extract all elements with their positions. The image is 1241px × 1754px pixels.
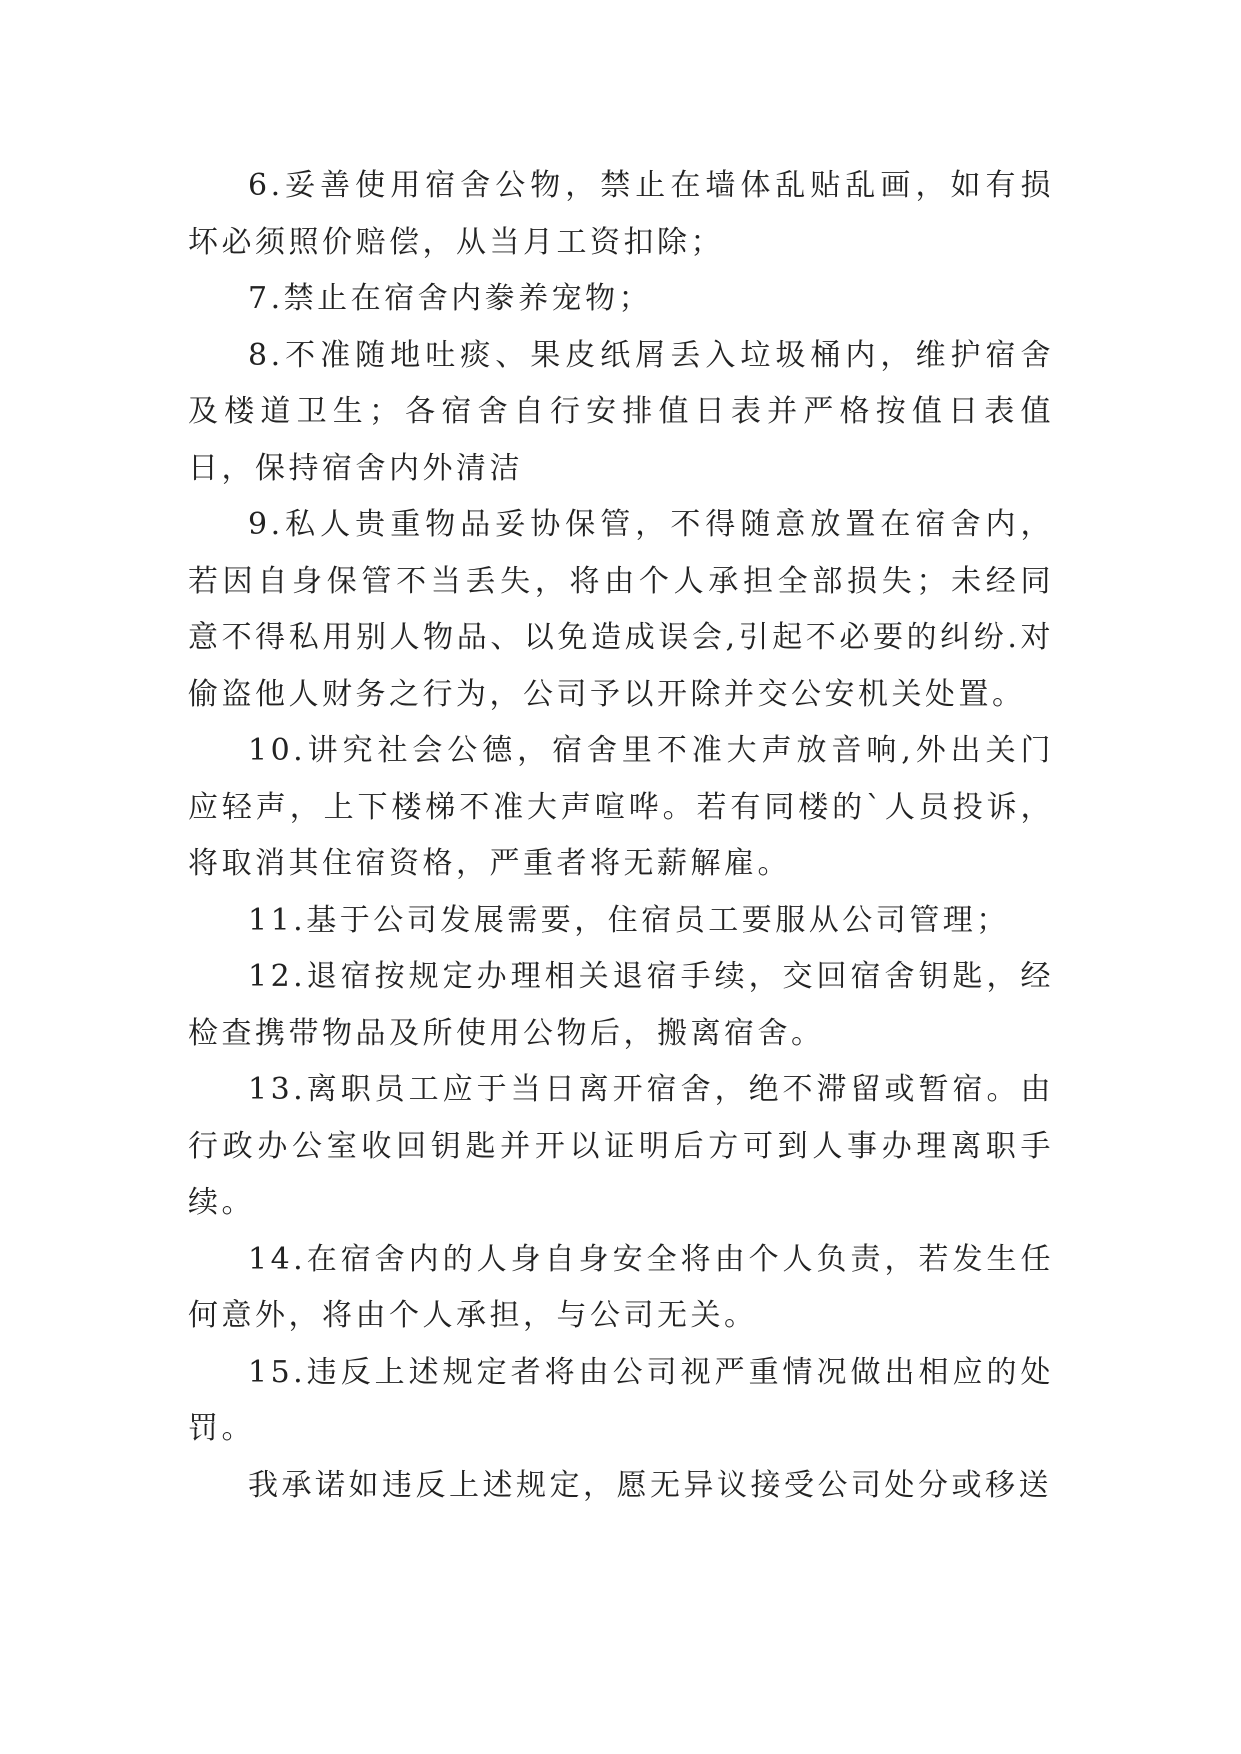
rule-9-paragraph: 9.私人贵重物品妥协保管，不得随意放置在宿舍内，若因自身保管不当丢失，将由个人承担全部损失；未经同意不得私用别人物品、以免造成误会,引起不必要的纠纷.对偷盗他人财务之行为，公司予以开除并交公安机关处置。 bbox=[188, 507, 1054, 712]
rule-10-paragraph: 10.讲究社会公德，宿舍里不准大声放音响,外出关门应轻声，上下楼梯不准大声喧哗。若有同楼的`人员投诉，将取消其住宿资格，严重者将无薪解雇。 bbox=[188, 733, 1054, 881]
rule-6-paragraph: 6.妥善使用宿舍公物，禁止在墙体乱贴乱画，如有损坏必须照价赔偿，从当月工资扣除； bbox=[188, 168, 1054, 260]
rule-11-paragraph: 11.基于公司发展需要，住宿员工要服从公司管理； bbox=[248, 902, 1010, 938]
rule-15-paragraph: 15.违反上述规定者将由公司视严重情况做出相应的处罚。 bbox=[188, 1354, 1054, 1446]
rule-7-paragraph: 7.禁止在宿舍内豢养宠物； bbox=[248, 281, 653, 316]
rule-13-paragraph: 13.离职员工应于当日离开宿舍，绝不滞留或暂宿。由行政办公室收回钥匙并开以证明后方可到人事办理离职手续。 bbox=[188, 1072, 1054, 1220]
document-body bbox=[188, 158, 1054, 1514]
rule-14-paragraph: 14.在宿舍内的人身自身安全将由个人负责，若发生任何意外，将由个人承担，与公司无关。 bbox=[188, 1241, 1054, 1333]
pledge-paragraph: 我承诺如违反上述规定，愿无异议接受公司处分或移送 bbox=[248, 1467, 1052, 1503]
rule-8-paragraph: 8.不准随地吐痰、果皮纸屑丢入垃圾桶内，维护宿舍及楼道卫生；各宿舍自行安排值日表并严格按值日表值日，保持宿舍内外清洁 bbox=[188, 337, 1054, 486]
rule-12-paragraph: 12.退宿按规定办理相关退宿手续，交回宿舍钥匙，经检查携带物品及所使用公物后，搬离宿舍。 bbox=[188, 959, 1054, 1051]
